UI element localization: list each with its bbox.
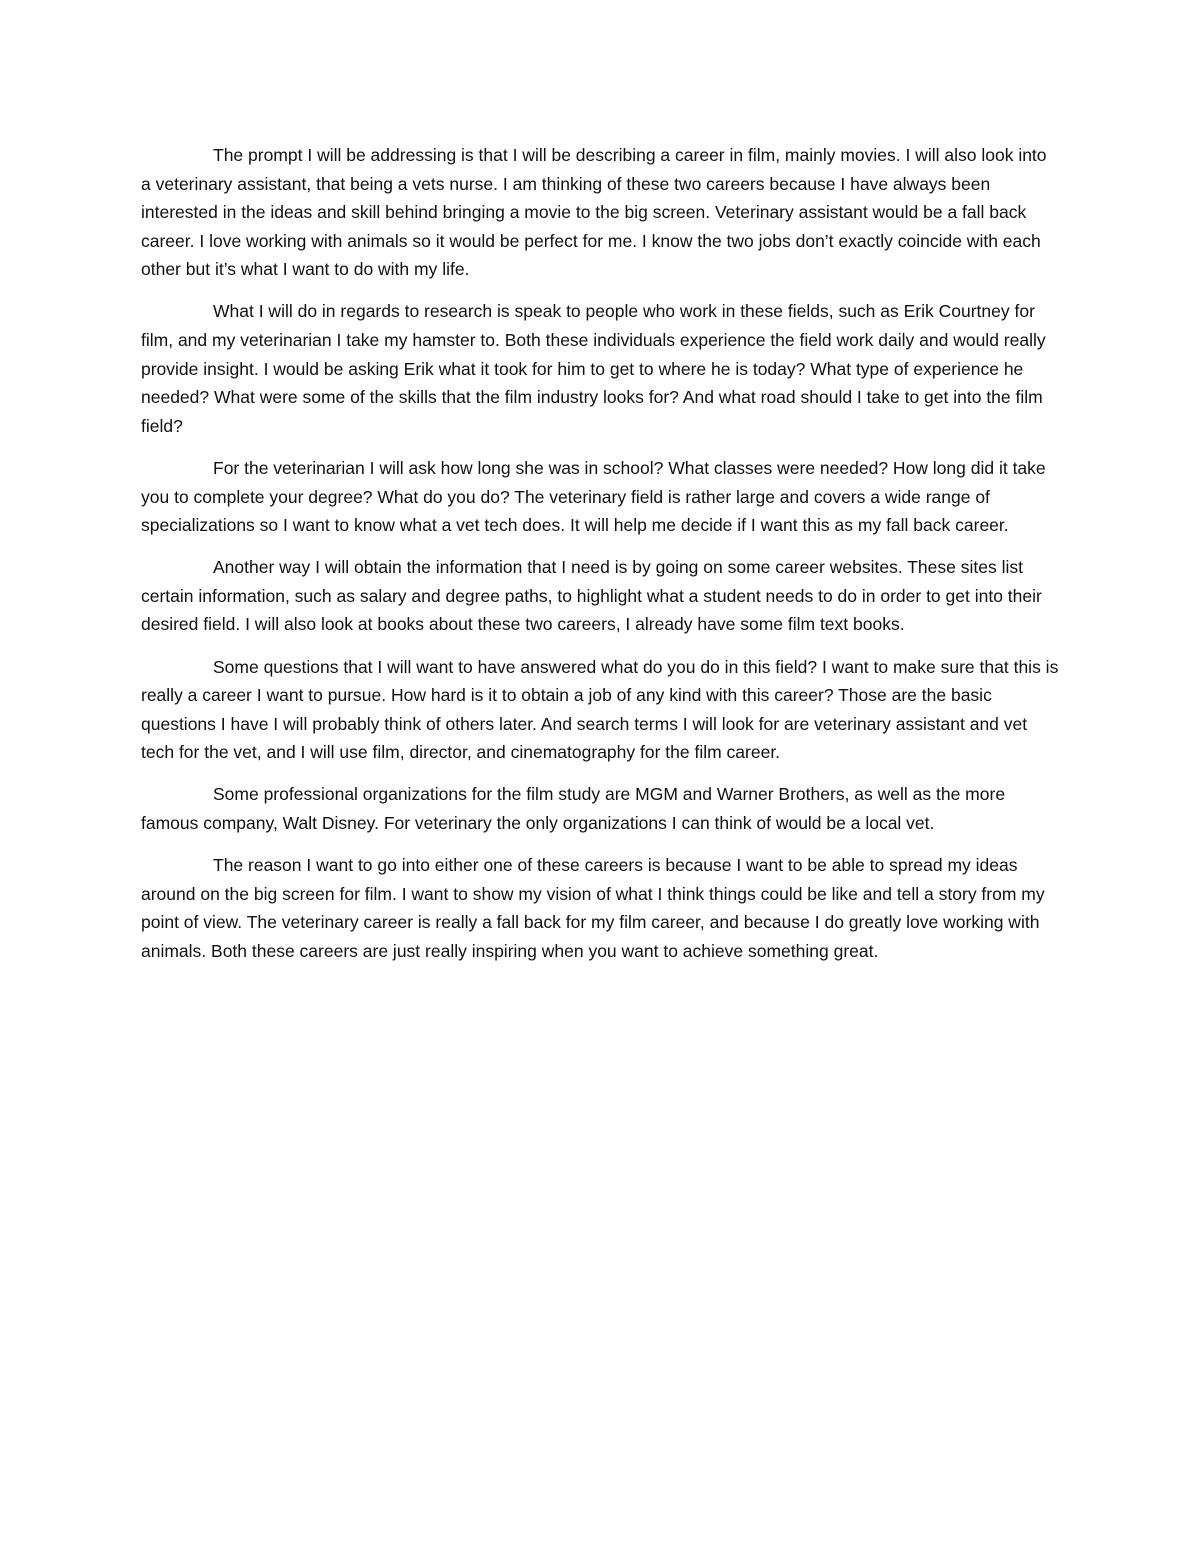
paragraph-4: Another way I will obtain the information that I need is by going on some career websites. These sites list certain information, such as salary and degree paths, to highlight what a student needs to do in order to get into their desired field. I will also look at books about these two careers, I already have some film text books. [141,557,1042,635]
paragraph-3: For the veterinarian I will ask how long she was in school? What classes were needed? How long did it take you to complete your degree? What do you do? The veterinary field is rather large and covers a wide range of specializations so I want to know what a vet tech does. It will help me decide if I want this as my fall back career. [141,457,1046,536]
paragraph-1: The prompt I will be addressing is that I will be describing a career in film, mainly movies. I will also look into a veterinary assistant, that being a vets nurse. I am thinking of these two careers because I have always been interested in the ideas and skill behind bringing a movie to the big screen. Veterinary assistant would be a fall back career. I love working with animals so it would be perfect for me. I know the two jobs don’t exactly coincide with each other but it’s what I want to do with my life. [141,145,1047,280]
paragraph-5: Some questions that I will want to have answered what do you do in this field? I want to make sure that this is really a career I want to pursue. How hard is it to obtain a job of any kind with this career? Those are the basic questions I have I will probably think of others later. And search terms I will look for are veterinary assistant and vet tech for the vet, and I will use film, director, and cinematography for the film career. [141,656,1059,763]
paragraph-2: What I will do in regards to research is speak to people who work in these fields, such as Erik Courtney for film, and my veterinarian I take my hamster to. Both these individuals experience the field work daily and would really provide insight. I would be asking Erik what it took for him to get to where he is today? What type of experience he needed? What were some of the skills that the film industry looks for? And what road should I take to get into the film field? [141,301,1046,436]
essay-body [141,141,1061,979]
paragraph-6: Some professional organizations for the film study are MGM and Warner Brothers, as well as the more famous company, Walt Disney. For veterinary the only organizations I can think of would be a local vet. [141,784,1006,833]
paragraph-7: The reason I want to go into either one of these careers is because I want to be able to spread my ideas around on the big screen for film. I want to show my vision of what I think things could be like and tell a story from my point of view. The veterinary career is really a fall back for my film career, and because I do greatly love working with animals. Both these careers are just really inspiring when you want to achieve something great. [141,855,1045,961]
